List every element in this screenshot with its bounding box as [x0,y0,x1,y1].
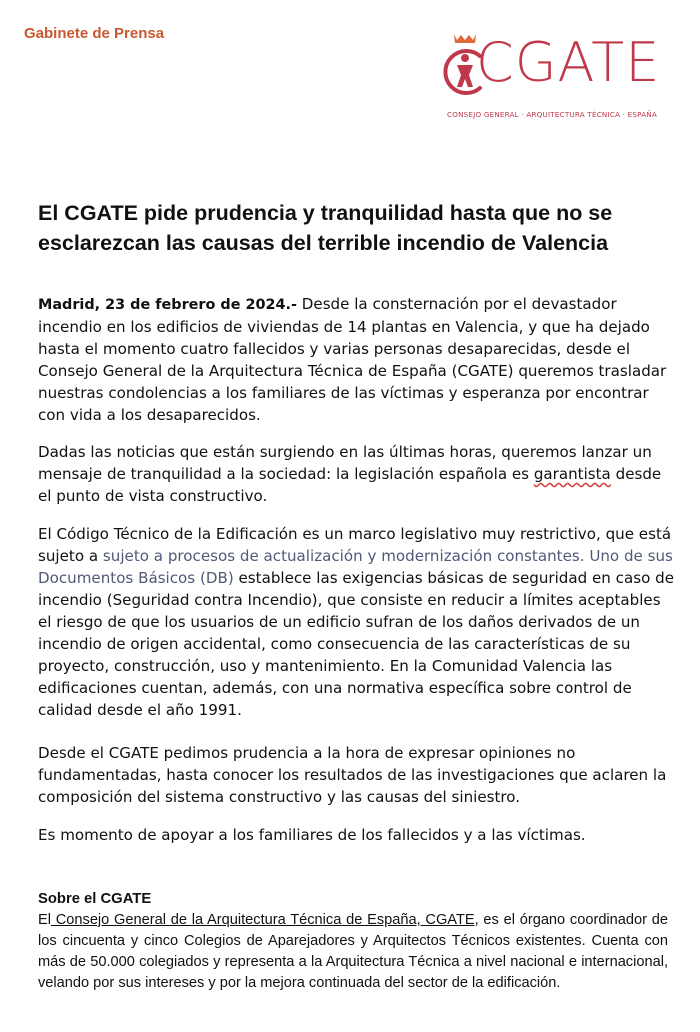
paragraph-intro-text: Desde la consternación por el devastador incendio en los edificios de viviendas de 14 plantas en Valencia, y que ha dejado hasta el momento cuatro fallecidos y varias personas desaparecidas, desde el Consejo General de la Arquitectura Técnica de España (CGATE) queremos trasladar nuestras condolencias a los familiares de las víctimas y esperanza por encontrar con vida a los desaparecidos. [38,295,667,424]
paragraph-tranquility [38,441,674,507]
documents-link[interactable]: sujeto a procesos de actualización y modernización constantes. Uno de sus Documentos Básicos (DB) [38,547,673,587]
dateline: Madrid, 23 de febrero de 2024.- [38,297,297,313]
paragraph-support: Es momento de apoyar a los familiares de los fallecidos y a las víctimas. [38,826,586,844]
paragraph-tranquility-text-a: Dadas las noticias que están surgiendo en las últimas horas, queremos lanzar un mensaje de tranquilidad a la sociedad: la legislación española es [38,443,652,483]
logo-tagline: CONSEJO GENERAL · ARQUITECTURA TÉCNICA · ESPAÑA [447,110,658,119]
spellcheck-flagged-word: garantista [533,465,611,483]
about-text-b: , es el órgano coordinador de los cincuenta y cinco Colegios de Aparejadores y Arquitectos Técnicos existentes. Cuenta con más de 50.000 colegiados y representa a la Arquitectura Técnica a nivel nacional e internacional, velando por sus intereses y por la mejora continuada del sector de la edificación. [38,912,669,991]
logo-wordmark: CGATE [476,31,661,94]
about-text-a: El [38,912,51,928]
paragraph-code [38,523,674,721]
about-paragraph [38,910,668,994]
about-heading: Sobre el CGATE [38,891,152,907]
press-office-label: Gabinete de Prensa [24,25,165,42]
paragraph-code-text-a: El Código Técnico de la Edificación es un marco legislativo muy restrictivo, que está sujeto a [38,525,672,565]
paragraph-code-text-b: establece las exigencias básicas de seguridad en caso de incendio (Seguridad contra Incendio), que consiste en reducir a límites aceptables el riesgo de que los usuarios de un edificio sufran de los daños derivados de un incendio de origen accidental, como consecuencia de las características de su proyecto, construcción, uso y mantenimiento. En la Comunidad Valencia las edificaciones cuentan, además, con una normativa específica sobre control de calidad desde el año 1991. [38,569,674,719]
paragraph-intro [38,293,674,426]
cgate-logo [440,30,665,122]
paragraph-prudence: Desde el CGATE pedimos prudencia a la hora de expresar opiniones no fundamentadas, hasta conocer los resultados de las investigaciones que aclaren la composición del sistema constructivo y las causas del siniestro. [38,744,667,806]
article-title: El CGATE pide prudencia y tranquilidad hasta que no se esclarezcan las causas del terrible incendio de Valencia [38,201,613,255]
cgate-link[interactable]: Consejo General de la Arquitectura Técnica de España, CGATE [50,912,475,928]
paragraph-tranquility-text-b: desde el punto de vista constructivo. [38,465,662,505]
